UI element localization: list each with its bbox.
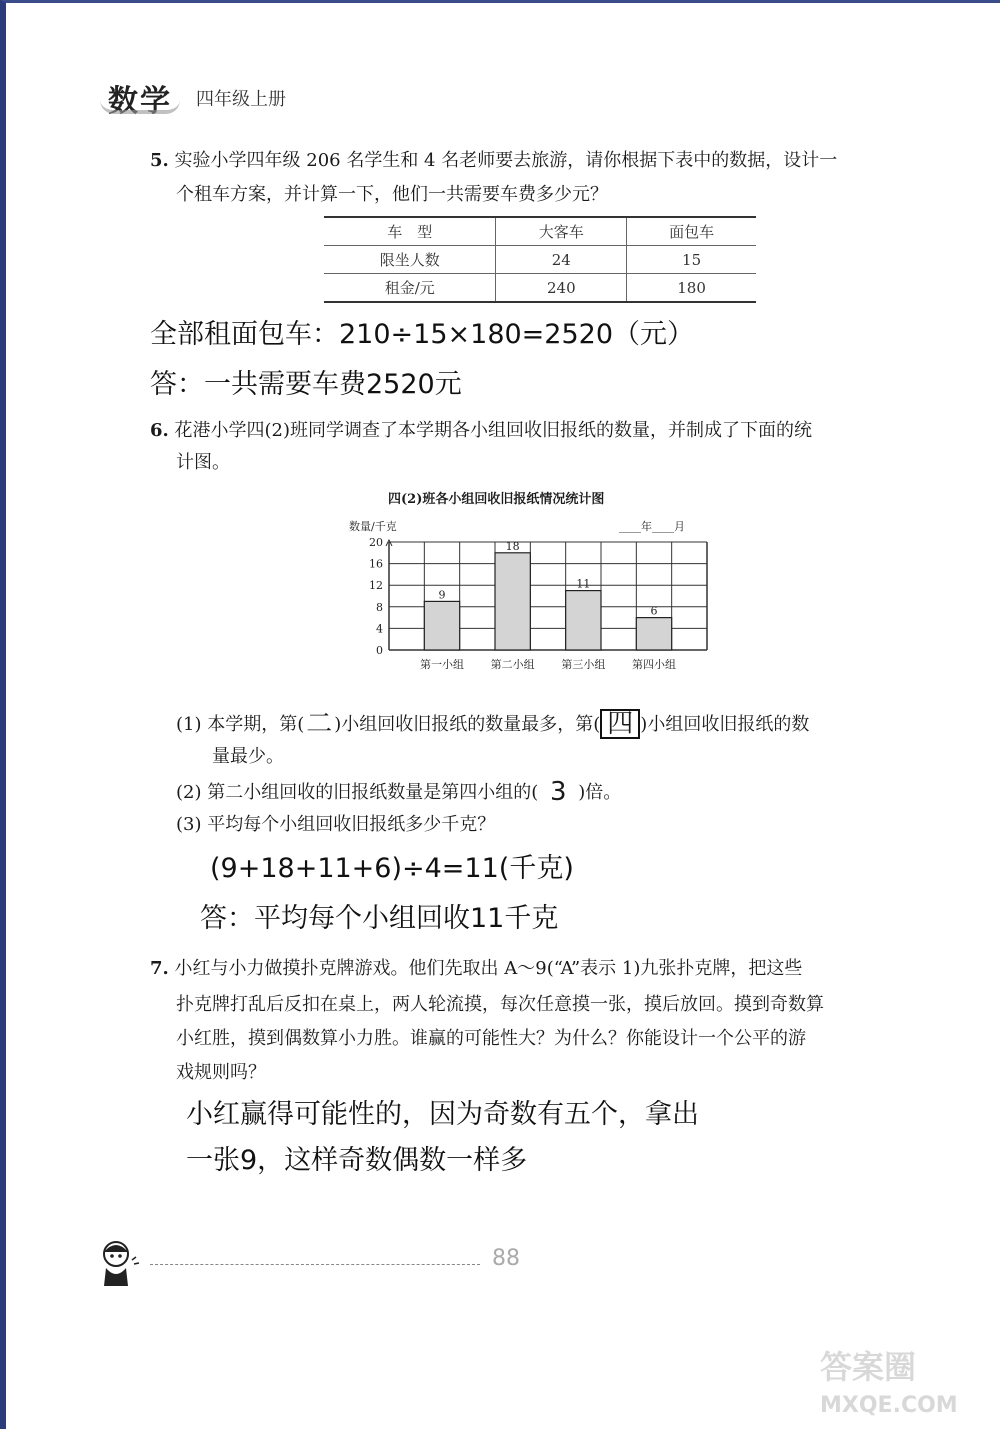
q5-answer-text: 答：一共需要车费2520元	[150, 369, 462, 400]
q6-sub3: (3) 平均每个小组回收旧报纸多少千克？	[176, 814, 496, 835]
q6-sub1-answer-most: 二	[306, 709, 333, 739]
subject-title: 数学	[108, 84, 172, 119]
q6-sub2-text-b: )倍。	[578, 782, 622, 803]
bar-chart	[345, 512, 785, 682]
chart-y-ticks	[369, 536, 383, 657]
table-cell: 限坐人数	[324, 246, 496, 274]
mascot-icon	[88, 1236, 148, 1292]
header-decoration	[100, 100, 180, 114]
grade-label: 四年级上册	[196, 89, 286, 110]
rental-table	[324, 216, 756, 303]
q5-text-1: 实验小学四年级 206 名学生和 4 名老师要去旅游，请你根据下表中的数据，设计一	[174, 150, 838, 171]
page-number: 88	[492, 1246, 520, 1271]
y-tick-label: 20	[369, 536, 383, 549]
table-header-cell: 面包车	[627, 217, 756, 246]
q6-number: 6.	[150, 420, 169, 441]
q6-sub1-line1	[176, 708, 809, 742]
x-category-label: 第三小组	[561, 658, 606, 671]
watermark-logo	[810, 1340, 980, 1420]
bar	[495, 553, 530, 650]
table-cell: 租金/元	[324, 274, 496, 303]
q6-answer-text: 答：平均每个小组回收11千克	[200, 903, 559, 934]
q6-text-1: 花港小学四(2)班同学调查了本学期各小组回收旧报纸的数量，并制成了下面的统	[174, 420, 813, 441]
q7-number: 7.	[150, 958, 169, 979]
table-cell: 24	[496, 246, 627, 274]
table-row	[324, 274, 756, 303]
q7-text-3: 小红胜，摸到偶数算小力胜。谁赢的可能性大？为什么？你能设计一个公平的游	[176, 1028, 806, 1049]
q6-sub1-text-b: )小组回收旧报纸的数量最多，第(	[334, 714, 601, 735]
q5-text-2: 个租车方案，并计算一下，他们一共需要车费多少元？	[176, 184, 608, 205]
q6-sub1-text-a: (1) 本学期，第(	[176, 714, 305, 735]
x-category-label: 第二小组	[490, 658, 535, 671]
y-tick-label: 0	[376, 644, 383, 657]
y-tick-label: 16	[369, 557, 383, 571]
table-cell: 180	[627, 274, 756, 303]
y-tick-label: 4	[376, 622, 383, 636]
x-category-label: 第四小组	[632, 658, 676, 671]
q6-sub2	[176, 776, 621, 810]
q5-line1	[150, 144, 837, 178]
q6-sub1-answer-least: 四	[600, 709, 640, 739]
q7-answer-line2: 一张9，这样奇数偶数一样多	[186, 1145, 528, 1176]
table-header-row	[324, 217, 756, 246]
y-tick-label: 8	[376, 600, 383, 614]
q6-sub1-text-c: )小组回收旧报纸的数	[640, 714, 810, 735]
bar	[566, 591, 601, 650]
bar	[636, 618, 671, 650]
x-category-label: 第一小组	[420, 658, 464, 671]
y-axis-label: 数量/千克	[349, 520, 397, 533]
watermark-url: MXQE.COM	[820, 1393, 958, 1418]
date-label: ____年____月	[619, 520, 685, 533]
q6-sub1-line2: 量最少。	[212, 746, 284, 767]
y-tick-label: 12	[369, 579, 383, 593]
bar-value-label: 11	[576, 577, 591, 591]
q7-line1	[150, 952, 802, 986]
footer-line	[150, 1264, 480, 1265]
q6-text-2: 计图。	[176, 452, 230, 473]
chart-bars	[424, 540, 671, 650]
q7-answer-line1: 小红赢得可能性的，因为奇数有五个，拿出	[186, 1099, 699, 1130]
chart-title: 四(2)班各小组回收旧报纸情况统计图	[388, 492, 605, 507]
q7-text-4: 戏规则吗？	[176, 1062, 266, 1083]
q5-answer-calc: 全部租面包车：210÷15×180=2520（元）	[150, 319, 695, 350]
table-row	[324, 246, 756, 274]
watermark-text: 答案圈	[820, 1348, 917, 1386]
q6-line1	[150, 414, 812, 448]
bar	[424, 601, 459, 650]
q7-text-1: 小红与小力做摸扑克牌游戏。他们先取出 A～9(“A”表示 1)九张扑克牌，把这些	[174, 958, 803, 979]
bar-value-label: 6	[650, 604, 658, 618]
q6-sub2-text-a: (2) 第二小组回收的旧报纸数量是第四小组的(	[176, 782, 539, 803]
q5-number: 5.	[150, 150, 169, 171]
chart-x-labels	[420, 657, 676, 671]
q6-answer-calc: (9+18+11+6)÷4=11(千克)	[210, 853, 574, 884]
table-cell: 240	[496, 274, 627, 303]
table-header-cell: 车 型	[324, 217, 496, 246]
q7-text-2: 扑克牌打乱后反扣在桌上，两人轮流摸，每次任意摸一张，摸后放回。摸到奇数算	[176, 994, 824, 1015]
q6-sub2-answer: 3	[549, 777, 567, 807]
table-cell: 15	[627, 246, 756, 274]
bar-value-label: 18	[505, 539, 520, 553]
bar-value-label: 9	[438, 588, 446, 602]
table-header-cell: 大客车	[496, 217, 627, 246]
